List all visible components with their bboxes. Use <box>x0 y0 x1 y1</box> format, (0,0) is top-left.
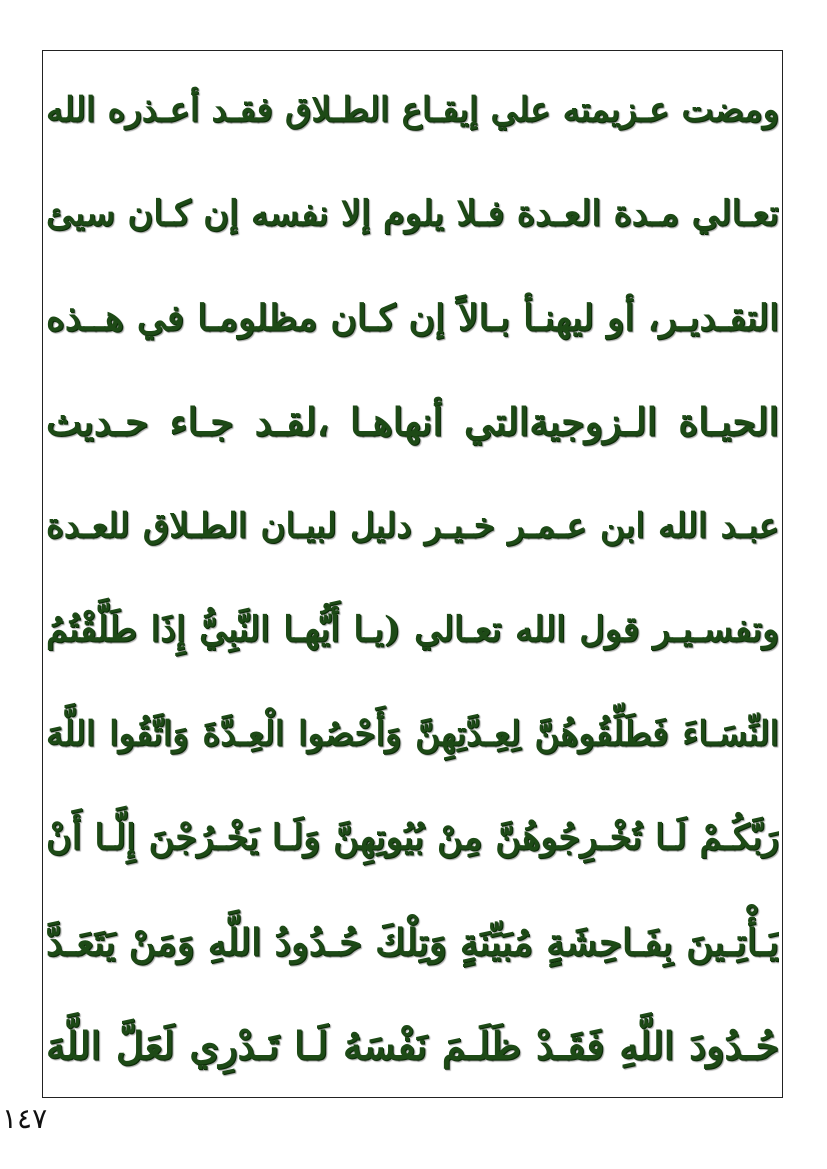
text-line: وتفسـيـر قول الله تعـالي (يـا أَيُّهـا النَّبِيُّ إِذَا طَلَّقْتُمُ <box>46 609 779 650</box>
text-body <box>46 58 779 1094</box>
text-line: عبـد الله ابن عـمـر خـيـر دليل لبيـان الطـلاق للعـدة <box>46 506 779 546</box>
text-line: الحيـاة الـزوجيةالتي أنهاهـا ،لقـد جـاء حـديث <box>46 399 779 444</box>
text-line: النِّسَـاءَ فَطَلِّقُوهُنَّ لِعِـدَّتِهِنَّ وَأَحْصُوا الْعِـدَّةَ وَاتَّقُوا اللَّهَ <box>46 714 779 754</box>
text-line: يَـأْتِـينَ بِفَـاحِشَةٍ مُبَيِّنَةٍ وَتِلْكَ حُـدُودُ اللَّهِ وَمَنْ يَتَعَـدَّ <box>46 920 779 964</box>
text-line: رَبَّكُـمْ لَـا تُخْـرِجُوهُنَّ مِنْ بُيُوتِهِنَّ وَلَـا يَخْـرُجْنَ إِلَّـا أَنْ <box>46 817 779 858</box>
text-line: ومضت عـزيمته علي إيقـاع الطـلاق فقـد أعـذره الله <box>46 90 779 130</box>
text-line: حُـدُودَ اللَّهِ فَقَـدْ ظَلَـمَ نَفْسَهُ لَـا تَـدْرِي لَعَلَّ اللَّهَ <box>46 1023 779 1068</box>
page-number: ١٤٧ <box>2 1102 48 1135</box>
text-line: التقـديـر، أو ليهنـأ بـالاً إن كـان مظلومـا في هــذه <box>46 297 779 339</box>
text-line: تعـالي مـدة العـدة فـلا يلوم إلا نفسه إن كـان سيئ <box>46 193 779 234</box>
